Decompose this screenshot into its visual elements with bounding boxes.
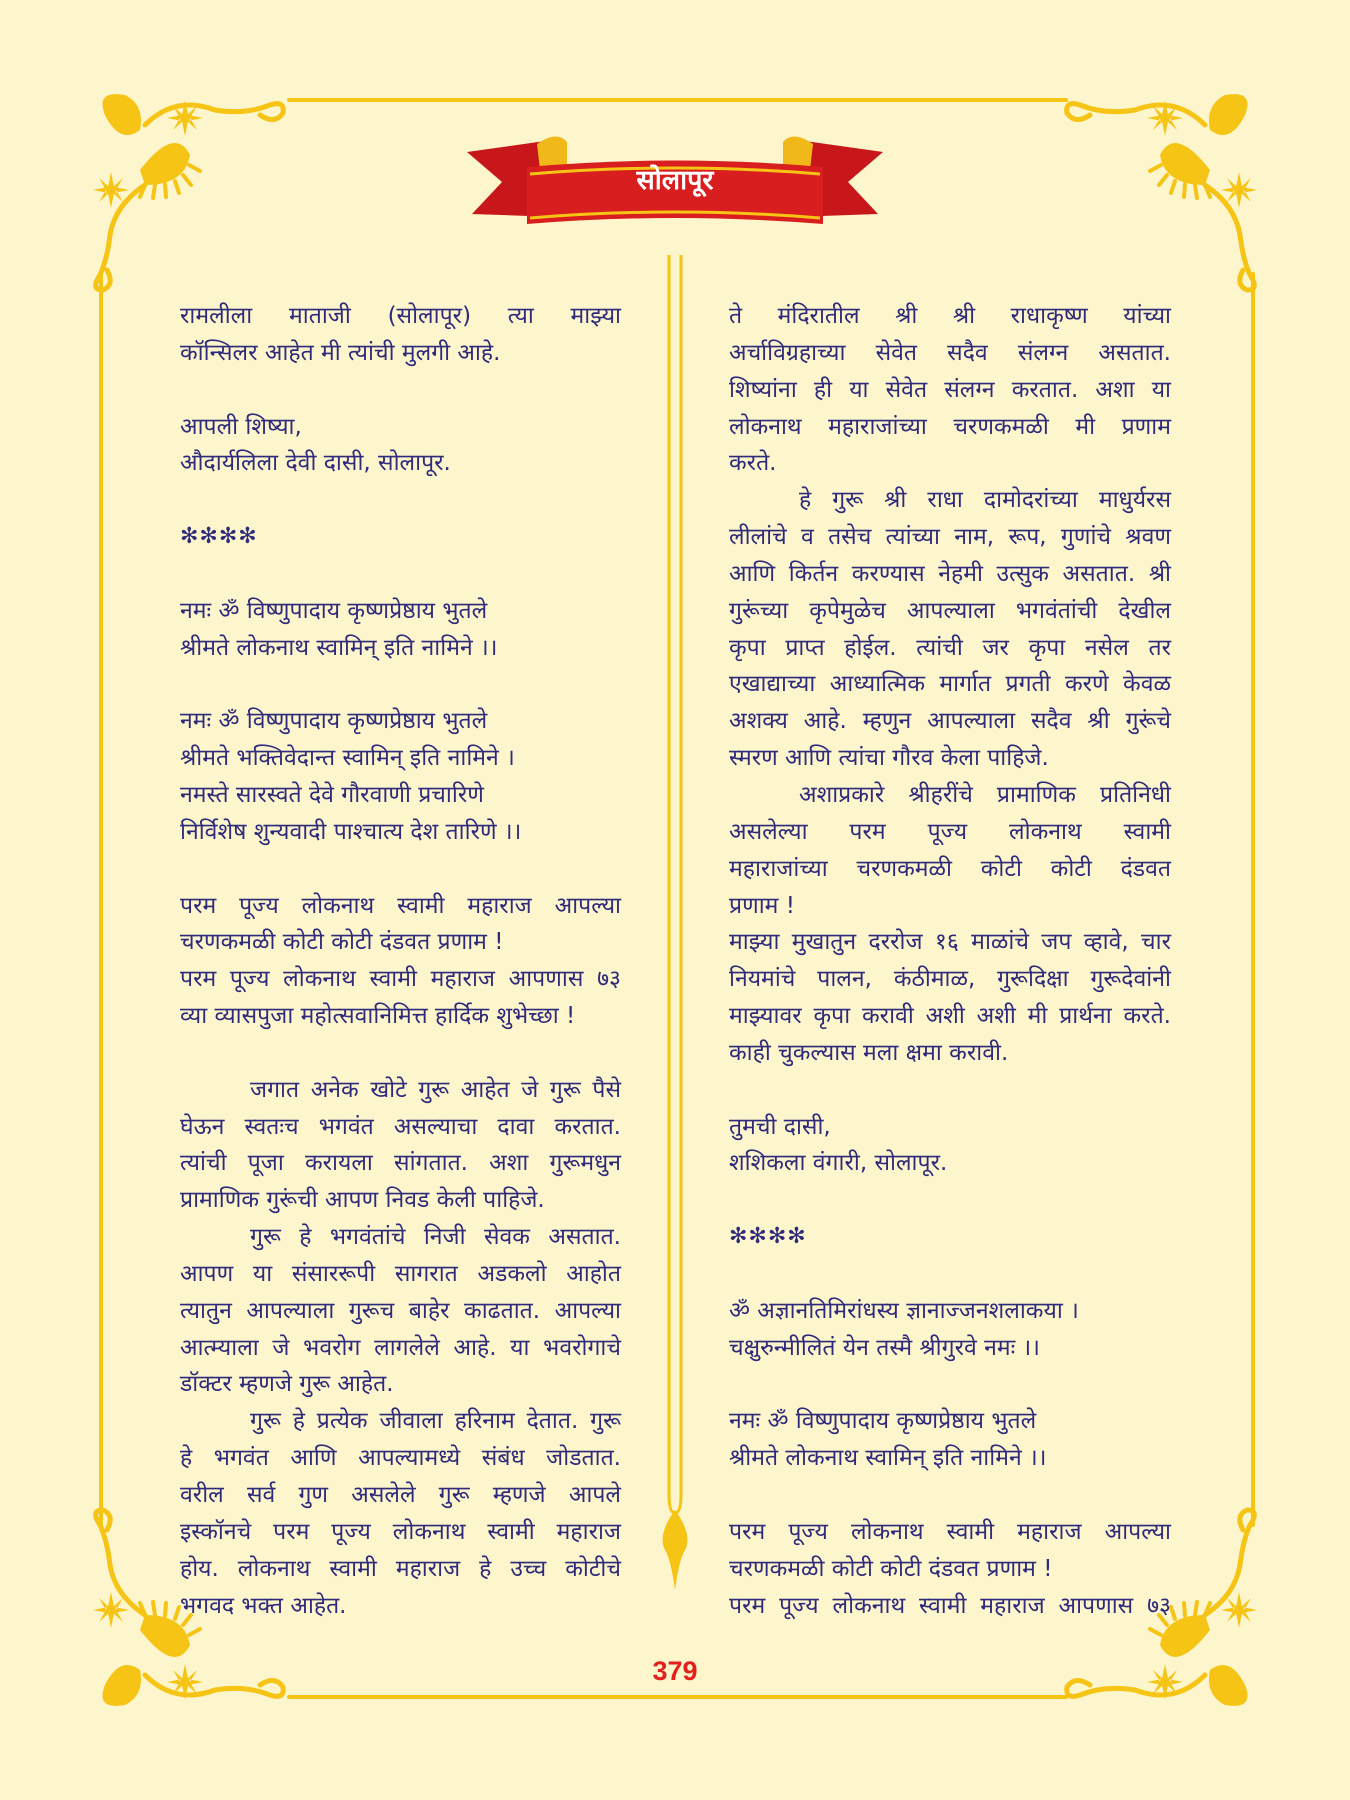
section-separator: ✻✻✻✻: [180, 524, 258, 550]
text-line: श्रीमते भक्तिवेदान्त स्वामिन् इति नामिने ।: [180, 745, 515, 772]
text-line: परम पूज्य लोकनाथ स्वामी महाराज आपल्या: [180, 892, 621, 919]
text-line: नियमांचे पालन, कंठीमाळ, गुरूदिक्षा गुरूदेवांनी: [729, 966, 1171, 993]
text-line: अशाप्रकारे श्रीहरींचे प्रामाणिक प्रतिनिधी: [799, 781, 1171, 808]
text-line: परम पूज्य लोकनाथ स्वामी महाराज आपल्या: [729, 1518, 1171, 1545]
text-line: औदार्यलिला देवी दासी, सोलापूर.: [180, 450, 451, 477]
text-line: श्रीमते लोकनाथ स्वामिन् इति नामिने ।।: [729, 1445, 1047, 1472]
frame-right-line: [1251, 272, 1255, 1527]
text-line: लीलांचे व तसेच त्यांच्या नाम, रूप, गुणांचे श्रवण: [729, 524, 1171, 551]
blank-line: [180, 666, 621, 703]
section-separator: ✻✻✻✻: [729, 1224, 807, 1250]
text-line: एखाद्याच्या आध्यात्मिक मार्गात प्रगती करणे केवळ: [729, 671, 1171, 698]
text-line: कृपा प्राप्त होईल. त्यांची जर कृपा नसेल तर: [729, 634, 1171, 661]
text-line: चरणकमळी कोटी कोटी दंडवत प्रणाम !: [729, 1555, 1053, 1582]
text-line: ते मंदिरातील श्री श्री राधाकृष्ण यांच्या: [729, 303, 1171, 329]
page-title: सोलापूर: [636, 165, 714, 196]
text-line: कॉन्सिलर आहेत मी त्यांची मुलगी आहे.: [180, 339, 501, 366]
text-line: हे भगवंत आणि आपल्यामध्ये संबंध जोडतात.: [180, 1445, 621, 1472]
text-line: रामलीला माताजी (सोलापूर) त्या माझ्या: [180, 303, 621, 329]
text-line: शिष्यांना ही या सेवेत संलग्न करतात. अशा या: [729, 376, 1171, 403]
blank-line: [729, 1477, 1171, 1514]
text-line: नमः ॐ विष्णुपादाय कृष्णप्रेष्ठाय भुतले: [180, 597, 488, 624]
text-line: अशक्य आहे. म्हणुन आपल्याला सदैव श्री गुरूंचे: [729, 708, 1171, 735]
text-line: डॉक्टर म्हणजे गुरू आहेत.: [180, 1371, 394, 1398]
text-line: गुरू हे भगवंतांचे निजी सेवक असतात.: [250, 1224, 621, 1251]
frame-left-line: [99, 272, 103, 1527]
text-line: व्या व्यासपुजा महोत्सवानिमित्त हार्दिक शुभेच्छा !: [180, 1003, 576, 1030]
text-line: घेऊन स्वतःच भगवंत असल्याचा दावा करतात.: [180, 1113, 621, 1140]
page-number: 379: [652, 1656, 698, 1686]
blank-line: [180, 851, 621, 888]
left-column: [180, 298, 621, 1624]
text-line: आपण या संसाररूपी सागरात अडकलो आहोत: [180, 1260, 621, 1287]
text-line: लोकनाथ महाराजांच्या चरणकमळी मी प्रणाम: [729, 413, 1171, 440]
text-line: त्यांची पूजा करायला सांगतात. अशा गुरूमधुन: [180, 1150, 621, 1177]
text-line: माझ्या मुखातुन दररोज १६ माळांचे जप व्हावे, चार: [729, 929, 1171, 956]
blank-line: [180, 1035, 621, 1072]
blank-line: [729, 1256, 1171, 1293]
text-line: काही चुकल्यास मला क्षमा करावी.: [729, 1039, 1009, 1066]
text-line: शशिकला वंगारी, सोलापूर.: [729, 1150, 948, 1177]
text-line: निर्विशेष शुन्यवादी पाश्चात्य देश तारिणे ।।: [180, 818, 522, 845]
text-line: प्रणाम !: [729, 892, 795, 919]
text-line: इस्कॉनचे परम पूज्य लोकनाथ स्वामी महाराज: [180, 1518, 621, 1545]
text-line: स्मरण आणि त्यांचा गौरव केला पाहिजे.: [729, 745, 1049, 772]
text-line: अर्चाविग्रहाच्या सेवेत सदैव संलग्न असतात.: [729, 339, 1171, 366]
text-line: चरणकमळी कोटी कोटी दंडवत प्रणाम !: [180, 929, 504, 956]
text-line: आणि किर्तन करण्यास नेहमी उत्सुक असतात. श्री: [729, 560, 1171, 587]
blank-line: [180, 372, 621, 409]
text-line: होय. लोकनाथ स्वामी महाराज हे उच्च कोटीचे: [180, 1555, 621, 1582]
text-line: परम पूज्य लोकनाथ स्वामी महाराज आपणास ७३: [729, 1592, 1171, 1619]
corner-ornament-top-right: [1055, 85, 1265, 300]
text-line: महाराजांच्या चरणकमळी कोटी कोटी दंडवत: [729, 855, 1171, 882]
text-line: नमः ॐ विष्णुपादाय कृष्णप्रेष्ठाय भुतले: [729, 1408, 1037, 1435]
blank-line: [180, 482, 621, 519]
text-line: असलेल्या परम पूज्य लोकनाथ स्वामी: [729, 818, 1171, 845]
text-line: वरील सर्व गुण असलेले गुरू म्हणजे आपले: [180, 1482, 621, 1508]
text-line: त्यातुन आपल्याला गुरूच बाहेर काढतात. आपल्या: [180, 1297, 621, 1324]
text-line: चक्षुरुन्मीलितं येन तस्मै श्रीगुरवे नमः ।।: [729, 1334, 1040, 1361]
text-line: नमः ॐ विष्णुपादाय कृष्णप्रेष्ठाय भुतले: [180, 708, 488, 735]
text-line: हे गुरू श्री राधा दामोदरांच्या माधुर्यरस: [799, 487, 1171, 514]
text-line: प्रामाणिक गुरूंची आपण निवड केली पाहिजे.: [180, 1187, 545, 1214]
text-line: तुमची दासी,: [729, 1113, 831, 1140]
text-line: भगवद भक्त आहेत.: [180, 1592, 347, 1619]
frame-bottom-line: [287, 1695, 1068, 1699]
column-divider: [655, 255, 695, 1595]
text-line: परम पूज्य लोकनाथ स्वामी महाराज आपणास ७३: [180, 966, 621, 993]
text-line: जगात अनेक खोटे गुरू आहेत जे गुरू पैसे: [250, 1076, 621, 1103]
right-column: [729, 298, 1171, 1624]
text-line: माझ्यावर कृपा करावी अशी अशी मी प्रार्थना करते.: [729, 1003, 1171, 1030]
text-line: गुरू हे प्रत्येक जीवाला हरिनाम देतात. गुरू: [250, 1408, 621, 1435]
text-line: आपली शिष्या,: [180, 413, 302, 440]
text-line: आत्म्याला जे भवरोग लागलेले आहे. या भवरोगाचे: [180, 1334, 621, 1361]
text-line: गुरूंच्या कृपेमुळेच आपल्याला भगवंतांची देखील: [729, 597, 1171, 624]
corner-ornament-top-left: [85, 85, 295, 300]
text-line: श्रीमते लोकनाथ स्वामिन् इति नामिने ।।: [180, 634, 498, 661]
text-line: ॐ अज्ञानतिमिरांधस्य ज्ञानाज्जनशलाकया ।: [729, 1297, 1079, 1324]
blank-line: [180, 556, 621, 593]
text-line: करते.: [729, 450, 777, 477]
blank-line: [729, 1182, 1171, 1219]
blank-line: [729, 1366, 1171, 1403]
blank-line: [729, 1072, 1171, 1109]
frame-top-line: [287, 98, 1068, 102]
text-line: नमस्ते सारस्वते देवे गौरवाणी प्रचारिणे: [180, 781, 484, 808]
